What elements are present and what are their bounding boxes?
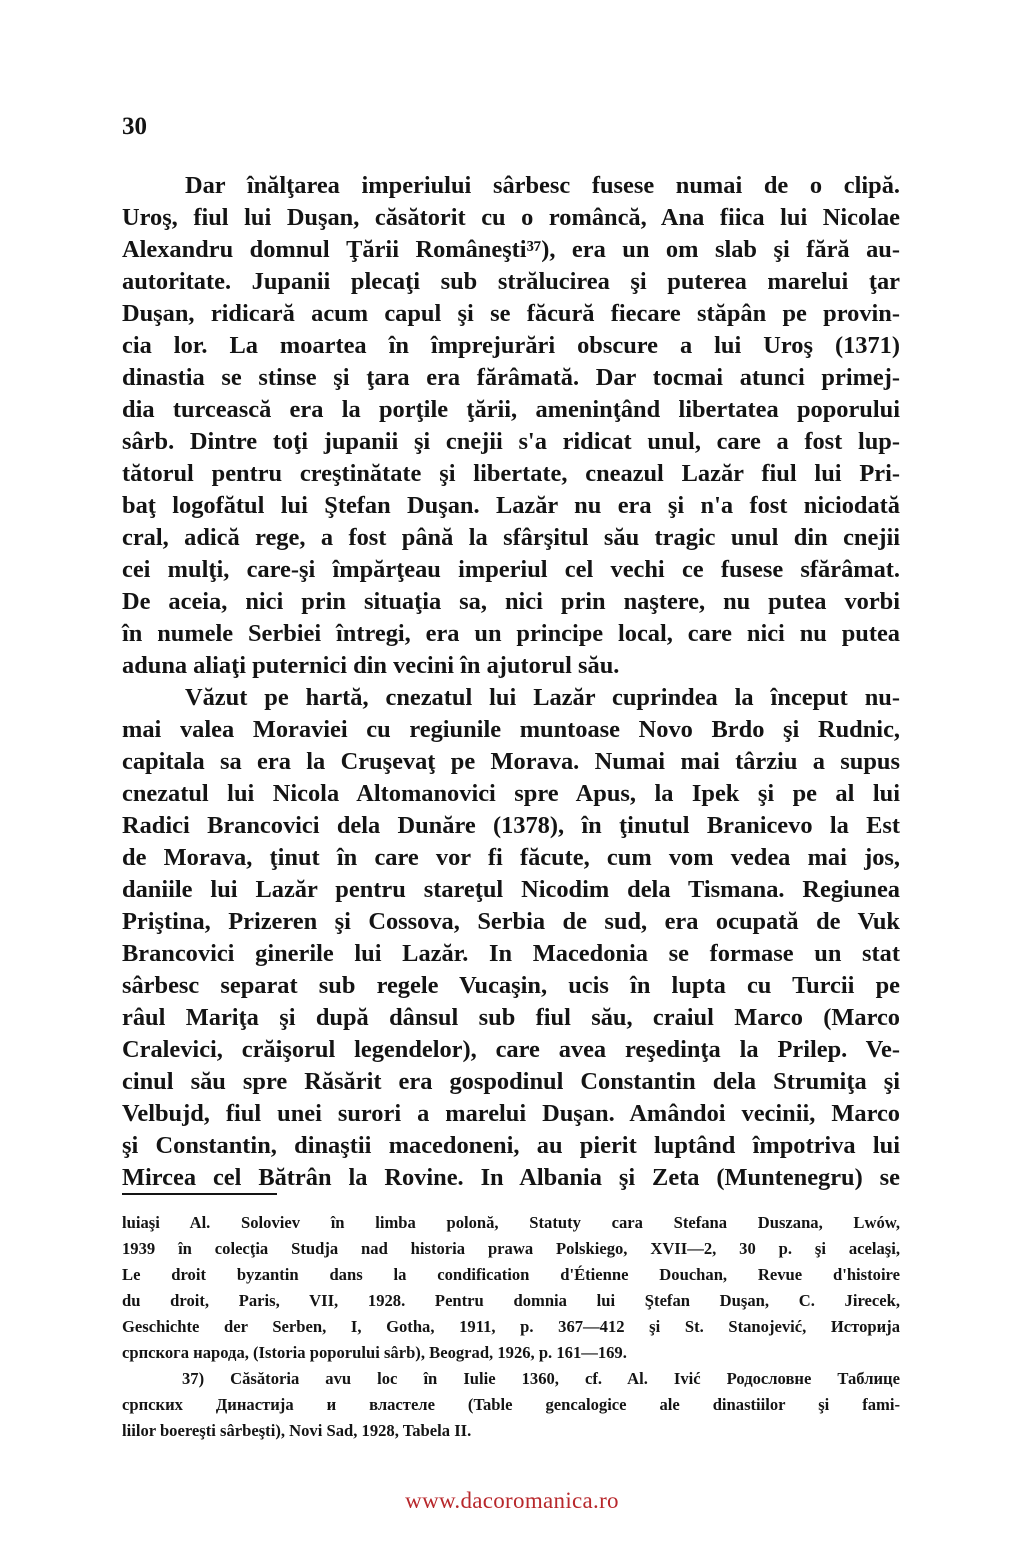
text-line: autoritate. Jupanii plecaţi sub strălucirea şi puterea marelui ţar: [122, 268, 900, 295]
footnote-line: du droit, Paris, VII, 1928. Pentru domnia lui Ştefan Duşan, C. Jirecek,: [122, 1291, 900, 1310]
text-line: Văzut pe hartă, cnezatul lui Lazăr cuprindea la început nu-: [185, 684, 900, 711]
text-line: Cralevici, crăişorul legendelor), care avea reşedinţa la Prilep. Ve-: [122, 1036, 900, 1063]
text-line: Mircea cel Bătrân la Rovine. In Albania şi Zeta (Muntenegru) se: [122, 1164, 900, 1191]
text-line: mai valea Moraviei cu regiunile muntoase Novo Brdo şi Rudnic,: [122, 716, 900, 743]
text-line: cei mulţi, care-şi împărţeau imperiul cel vechi ce fusese sfărâmat.: [122, 556, 900, 583]
footnote-line: српскога народа, (Istoria poporului sârb), Beograd, 1926, p. 161—169.: [122, 1343, 627, 1362]
text-line: Dar înălţarea imperiului sârbesc fusese numai de o clipă.: [185, 172, 900, 199]
text-line: Brancovici ginerile lui Lazăr. In Macedonia se formase un stat: [122, 940, 900, 967]
text-line: cinul său spre Răsărit era gospodinul Constantin dela Strumiţa şi: [122, 1068, 900, 1095]
text-line: Radici Brancovici dela Dunăre (1378), în ţinutul Branicevo la Est: [122, 812, 900, 839]
text-line: sârb. Dintre toţi jupanii şi cnejii s'a ridicat unul, care a fost lup-: [122, 428, 900, 455]
text-line: în numele Serbiei întregi, era un principe local, care nici nu putea: [122, 620, 900, 647]
text-line: sârbesc separat sub regele Vucaşin, ucis în lupta cu Turcii pe: [122, 972, 900, 999]
page-number: 30: [122, 113, 147, 140]
footnote-line: српских Династија и властеле (Table gencalogice ale dinastiilor şi fami-: [122, 1395, 900, 1414]
text-line: râul Mariţa şi după dânsul sub fiul său, craiul Marco (Marco: [122, 1004, 900, 1031]
text-line: Priştina, Prizeren şi Cossova, Serbia de sud, era ocupată de Vuk: [122, 908, 900, 935]
watermark: www.dacoromanica.ro: [405, 1488, 619, 1513]
footnotes: [122, 1210, 900, 1444]
footnote-line: Le droit byzantin dans la condification d'Étienne Douchan, Revue d'histoire: [122, 1265, 900, 1284]
text-line: dia turcească era la porţile ţării, ameninţând libertatea poporului: [122, 396, 900, 423]
footnote-line: liilor boereşti sârbeşti), Novi Sad, 1928, Tabela II.: [122, 1421, 472, 1440]
text-line: cral, adică rege, a fost până la sfârşitul său tragic unul din cnejii: [122, 524, 900, 551]
text-line: tătorul pentru creştinătate şi libertate, cneazul Lazăr fiul lui Pri-: [122, 460, 900, 487]
text-line: daniile lui Lazăr pentru stareţul Nicodim dela Tismana. Regiunea: [122, 876, 900, 903]
text-line: Uroş, fiul lui Duşan, căsătorit cu o româncă, Ana fiica lui Nicolae: [122, 204, 900, 231]
text-line: şi Constantin, dinaştii macedoneni, au pierit luptând împotriva lui: [122, 1132, 900, 1159]
footnote-line: 1939 în colecţia Studja nad historia prawa Polskiego, XVII—2, 30 p. şi acelaşi,: [122, 1239, 900, 1258]
text-line: Duşan, ridicară acum capul şi se făcură fiecare stăpân pe provin-: [122, 300, 900, 327]
text-line: cnezatul lui Nicola Altomanovici spre Apus, la Ipek şi pe al lui: [122, 780, 900, 807]
text-line: Velbujd, fiul unei surori a marelui Duşan. Amândoi vecinii, Marco: [122, 1100, 900, 1127]
text-line: cia lor. La moartea în împrejurări obscure a lui Uroş (1371): [122, 332, 900, 359]
text-line: aduna aliaţi puternici din vecini în ajutorul său.: [122, 652, 620, 679]
footnote-divider: [122, 1193, 277, 1195]
text-line: capitala sa era la Cruşevaţ pe Morava. Numai mai târziu a supus: [122, 748, 900, 775]
footnote-line: luiaşi Al. Soloviev în limba polonă, Statuty cara Stefana Duszana, Lwów,: [122, 1213, 900, 1232]
body-text: [122, 170, 900, 1194]
text-line: Alexandru domnul Ţării Româneşti³⁷), era un om slab şi fără au-: [122, 236, 900, 263]
text-line: dinastia se stinse şi ţara era fărâmată. Dar tocmai atunci primej-: [122, 364, 900, 391]
text-line: baţ logofătul lui Ştefan Duşan. Lazăr nu era şi n'a fost niciodată: [122, 492, 900, 519]
footnote-line: 37) Căsătoria avu loc în Iulie 1360, cf. Al. Ivić Родословне Таблице: [182, 1369, 900, 1388]
text-line: de Morava, ţinut în care vor fi făcute, cum vom vedea mai jos,: [122, 844, 900, 871]
footnote-line: Geschichte der Serben, I, Gotha, 1911, p. 367—412 şi St. Stanojević, Историја: [122, 1317, 900, 1336]
text-line: De aceia, nici prin situaţia sa, nici prin naştere, nu putea vorbi: [122, 588, 900, 615]
